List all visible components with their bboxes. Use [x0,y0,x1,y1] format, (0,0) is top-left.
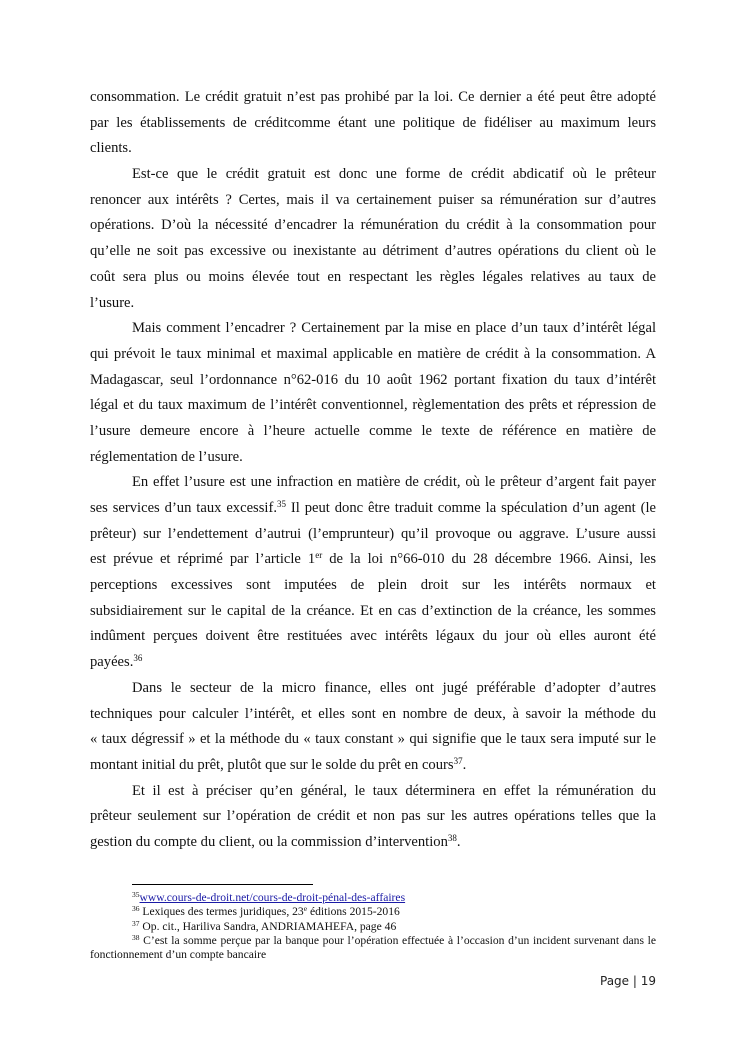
text-line [90,676,656,702]
text-line [90,804,656,830]
text-run: montant initial du prêt, plutôt que sur le solde du prêt en cours [90,756,454,773]
text-run: Il peut donc être traduit comme la spéculation d’un agent (le [285,500,656,516]
text-line [90,316,656,342]
text-line [90,779,656,805]
footnote-ref: 35 [276,499,286,509]
footnote-text: C’est la somme perçue par la banque pour l’opération effectuée à l’occasion d’un incident survenant dans le fonctionnement d’un compte bancaire [90,933,656,962]
text-line [90,650,656,676]
page-number: Page | 19 [600,974,656,988]
text-run: Mais comment l’encadrer ? Certainement par la mise en place d’un taux d’intérêt légal [132,320,656,337]
footnote [90,905,656,919]
text-run: En effet l’usure est une infraction en matière de crédit, où le prêteur d’argent fait payer [132,474,656,491]
footnote-ref: 38 [447,832,457,843]
text-run: prêteur seulement sur l’opération de crédit et non pas sur les autres opérations telles que la [90,808,656,825]
footnote-text: éditions 2015-2016 [307,905,400,919]
text-run: l’usure. [90,294,135,311]
text-run: indûment perçues doivent être restituées avec intérêts légaux du jour où elles auront été [90,628,656,645]
text-run: Est-ce que le crédit gratuit est donc une forme de crédit abdicatif où le prêteur [132,166,656,183]
paragraph [90,779,656,856]
text-line [90,239,656,265]
text-line [90,419,656,445]
text-run: réglementation de l’usure. [90,448,243,465]
text-run: prêteur) sur l’endettement d’autrui (l’emprunteur) qu’il provoque ou aggrave. L’usure aussi [90,525,656,542]
text-run: renoncer aux intérêts ? Certes, mais il va certainement puiser sa rémunération sur d’autres [90,191,656,208]
text-run: subsidiairement sur le capital de la créance. Et en cas d’extinction de la créance, les sommes [90,602,656,619]
text-run: « taux dégressif » et la méthode du « taux constant » qui signifie que le taux sera imputé sur le [90,731,656,748]
text-line [90,573,656,599]
text-line [90,291,656,317]
text-run: consommation. Le crédit gratuit n’est pas prohibé par la loi. Ce dernier a été peut être adopté [90,89,656,105]
text-line [90,213,656,239]
text-line [90,753,656,779]
text-run: gestion du compte du client, ou la commission d’intervention [90,833,448,850]
footnote-text: Lexiques des termes juridiques, 23 [139,905,304,919]
footnote-number: 36 [132,904,140,914]
text-line [90,830,656,856]
text-run: . [456,833,461,850]
text-line [90,727,656,753]
text-run: perceptions excessives sont imputées de plein droit sur les intérêts normaux et [90,577,656,594]
paragraph [90,85,656,162]
text-line [90,547,656,573]
footnotes [90,891,656,962]
text-run: . [462,756,467,773]
footnote-link[interactable]: www.cours-de-droit.net/cours-de-droit-pénal-des-affaires [139,891,406,904]
text-run: Dans le secteur de la micro finance, elles ont jugé préférable d’adopter d’autres [132,679,656,696]
text-run: par les établissements de créditcomme étant une politique de fidéliser au maximum leurs [90,114,656,131]
text-line [90,111,656,137]
text-run: ses services d’un taux excessif. [90,500,277,516]
text-line [90,445,656,471]
text-line [90,368,656,394]
paragraph [90,162,656,316]
text-run: coût sera plus ou moins élevée tout en respectant les règles légales relatives au taux de [90,268,656,285]
text-line [90,702,656,728]
footnote-ref: 36 [133,653,143,664]
footnote-ref: er [315,550,323,561]
footnote-separator [132,884,313,885]
footnote-number: 38 [132,932,140,942]
text-run: légal et du taux maximum de l’intérêt conventionnel, règlementation des prêts et répression de [90,397,656,414]
footnote [90,891,656,905]
document-body [90,85,656,856]
text-run: l’usure demeure encore à l’heure actuelle comme le texte de référence en matière de [90,422,656,439]
text-line [90,265,656,291]
superscript: e [303,904,308,914]
text-line [90,599,656,625]
paragraph [90,316,656,470]
text-run: opérations. D’où la nécessité d’encadrer la rémunération du crédit à la consommation pour [90,217,656,234]
text-run: techniques pour calculer l’intérêt, et elles sont en nombre de deux, à savoir la méthode du [90,705,656,722]
text-run: qui prévoit le taux minimal et maximal applicable en matière de crédit à la consommation. A [90,345,656,362]
text-run: de la loi n°66-010 du 28 décembre 1966. Ainsi, les [322,551,656,568]
text-line [90,522,656,548]
paragraph [90,470,656,676]
text-run: qu’elle ne soit pas excessive ou inexistante au détriment d’autres opérations du client où le [90,243,656,260]
footnote [90,934,656,963]
footnote-number: 35 [132,890,140,899]
text-line [90,393,656,419]
text-run: Et il est à préciser qu’en général, le taux déterminera en effet la rémunération du [132,782,656,799]
text-run: clients. [90,140,132,157]
footnote-number: 37 [132,918,140,928]
text-run: payées. [90,654,134,671]
text-line [90,470,656,496]
footnote-text: Op. cit., Hariliva Sandra, ANDRIAMAHEFA, page 46 [139,919,397,933]
text-line [90,136,656,162]
text-run: Madagascar, seul l’ordonnance n°62-016 du 10 août 1962 portant fixation du taux d’intérêt [90,371,656,388]
text-line [90,624,656,650]
footnote-ref: 37 [453,755,463,766]
text-line [90,496,656,522]
text-line [90,188,656,214]
paragraph [90,676,656,779]
text-line [90,162,656,188]
footnote [90,920,656,934]
text-run: est prévue et réprimé par l’article 1 [90,551,316,568]
text-line [90,342,656,368]
text-line [90,85,656,111]
